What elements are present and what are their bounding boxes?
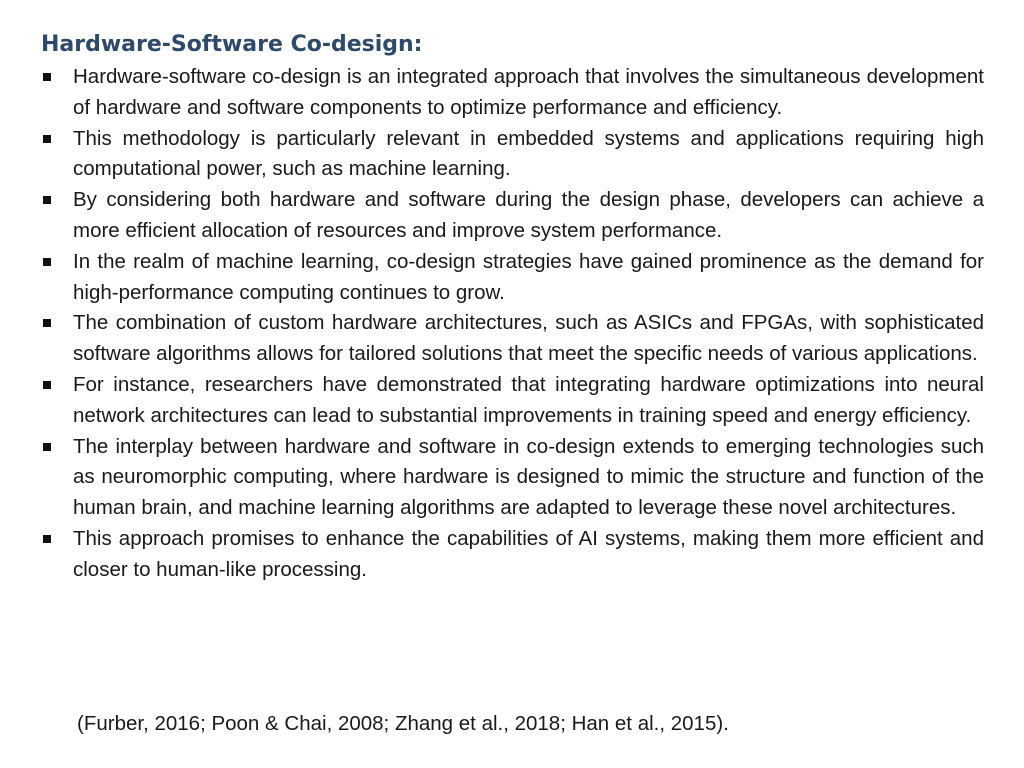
bullet-text: This methodology is particularly relevant in embedded systems and applications requiring high computational power, such as machine learning. (73, 126, 984, 181)
bullet-item (40, 524, 984, 586)
bullet-item (40, 124, 984, 186)
bullet-item (40, 370, 984, 432)
bullet-text: Hardware-software co-design is an integrated approach that involves the simultaneous development of hardware and software components to optimize performance and efficiency. (73, 65, 984, 119)
square-bullet-icon (43, 381, 51, 389)
bullet-item (40, 247, 984, 309)
slide-title: Hardware-Software Co-design: (41, 32, 423, 57)
bullet-text: For instance, researchers have demonstrated that integrating hardware optimizations into neural network architectures can lead to substantial improvements in training speed and energy efficiency. (73, 372, 984, 427)
square-bullet-icon (43, 73, 51, 81)
bullet-item (40, 432, 984, 524)
bullet-list (40, 62, 984, 586)
square-bullet-icon (43, 196, 51, 204)
square-bullet-icon (43, 319, 51, 327)
bullet-text: This approach promises to enhance the capabilities of AI systems, making them more efficient and closer to human-like processing. (73, 526, 984, 581)
bullet-text: By considering both hardware and software during the design phase, developers can achieve a more efficient allocation of resources and improve system performance. (73, 188, 984, 242)
bullet-item (40, 185, 984, 247)
citation-text: (Furber, 2016; Poon & Chai, 2008; Zhang et al., 2018; Han et al., 2015). (77, 712, 729, 735)
square-bullet-icon (43, 258, 51, 266)
bullet-text: In the realm of machine learning, co-design strategies have gained prominence as the demand for high-performance computing continues to grow. (73, 249, 984, 304)
bullet-text: The combination of custom hardware architectures, such as ASICs and FPGAs, with sophisticated software algorithms allows for tailored solutions that meet the specific needs of various applications. (73, 311, 984, 366)
bullet-item (40, 308, 984, 370)
bullet-text: The interplay between hardware and software in co-design extends to emerging technologies such as neuromorphic computing, where hardware is designed to mimic the structure and function of the human brain, and machine learning algorithms are adapted to leverage these novel architectures. (73, 434, 984, 520)
square-bullet-icon (43, 135, 51, 143)
bullet-item (40, 62, 984, 124)
square-bullet-icon (43, 443, 51, 451)
square-bullet-icon (43, 535, 51, 543)
